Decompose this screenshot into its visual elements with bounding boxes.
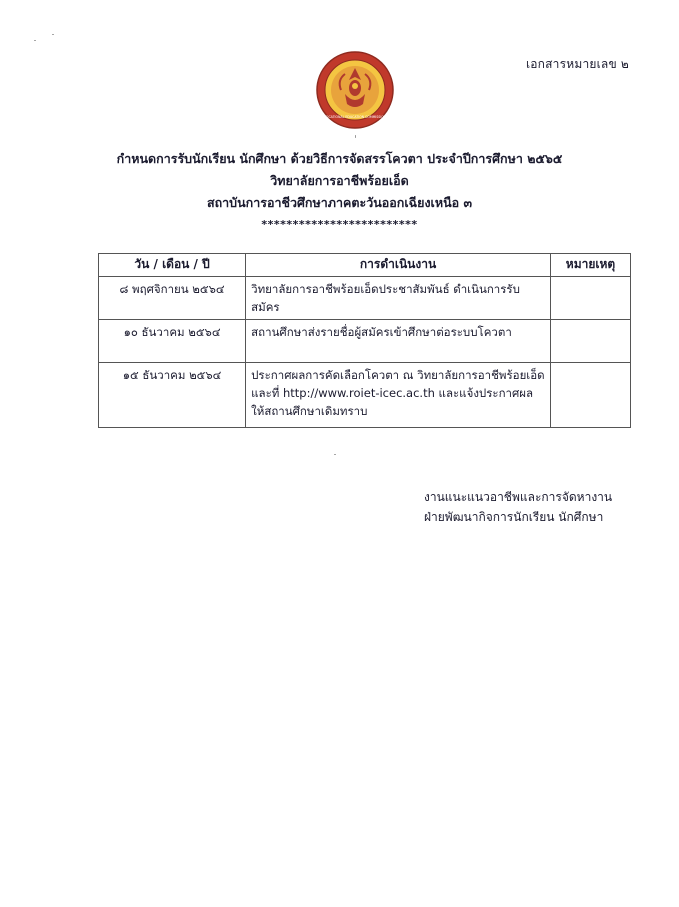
document-number: เอกสารหมายเลข ๒ [525, 57, 629, 71]
row-note [550, 363, 630, 428]
seal-caption: VOCATIONAL EDUCATION COMMISSION [323, 115, 387, 119]
row-date: ๑๕ ธันวาคม ๒๕๖๔ [99, 363, 246, 428]
signature-line-2: ฝ่ายพัฒนากิจการนักเรียน นักศึกษา [424, 510, 604, 524]
scan-speck [52, 34, 54, 35]
scan-speck [34, 40, 36, 41]
title-line-2: วิทยาลัยการอาชีพร้อยเอ็ด [270, 173, 409, 188]
header-note: หมายเหตุ [550, 254, 630, 277]
row-date: ๑๐ ธันวาคม ๒๕๖๔ [99, 320, 246, 363]
table-header-row [99, 254, 631, 277]
row-activity: วิทยาลัยการอาชีพร้อยเอ็ดประชาสัมพันธ์ ดำเนินการรับสมัคร [246, 277, 551, 320]
header-date: วัน / เดือน / ปี [99, 254, 246, 277]
schedule-table [98, 253, 631, 428]
table-row [99, 277, 631, 320]
table-row [99, 363, 631, 428]
title-line-3: สถาบันการอาชีวศึกษาภาคตะวันออกเฉียงเหนือ ๓ [206, 195, 473, 210]
header-activity: การดำเนินงาน [246, 254, 551, 277]
title-divider: ************************* [261, 218, 418, 231]
signature-line-1: งานแนะแนวอาชีพและการจัดหางาน [424, 490, 613, 504]
row-note [550, 277, 630, 320]
vocational-commission-seal [315, 50, 395, 130]
row-note [550, 320, 630, 363]
scan-speck [334, 454, 336, 455]
row-activity: ประกาศผลการคัดเลือกโควตา ณ วิทยาลัยการอาชีพร้อยเอ็ด และที่ http://www.roiet-icec.ac.th และแจ้งประกาศผลให้สถานศึกษาเดิมทราบ [246, 363, 551, 428]
document-title [0, 148, 679, 236]
table-row [99, 320, 631, 363]
row-activity: สถานศึกษาส่งรายชื่อผู้สมัครเข้าศึกษาต่อระบบโควตา [246, 320, 551, 363]
scan-speck [355, 135, 356, 138]
title-line-1: กำหนดการรับนักเรียน นักศึกษา ด้วยวิธีการจัดสรรโควตา ประจำปีการศึกษา ๒๕๖๕ [116, 151, 563, 166]
signature-block [424, 487, 612, 527]
row-date: ๘ พฤศจิกายน ๒๕๖๔ [99, 277, 246, 320]
